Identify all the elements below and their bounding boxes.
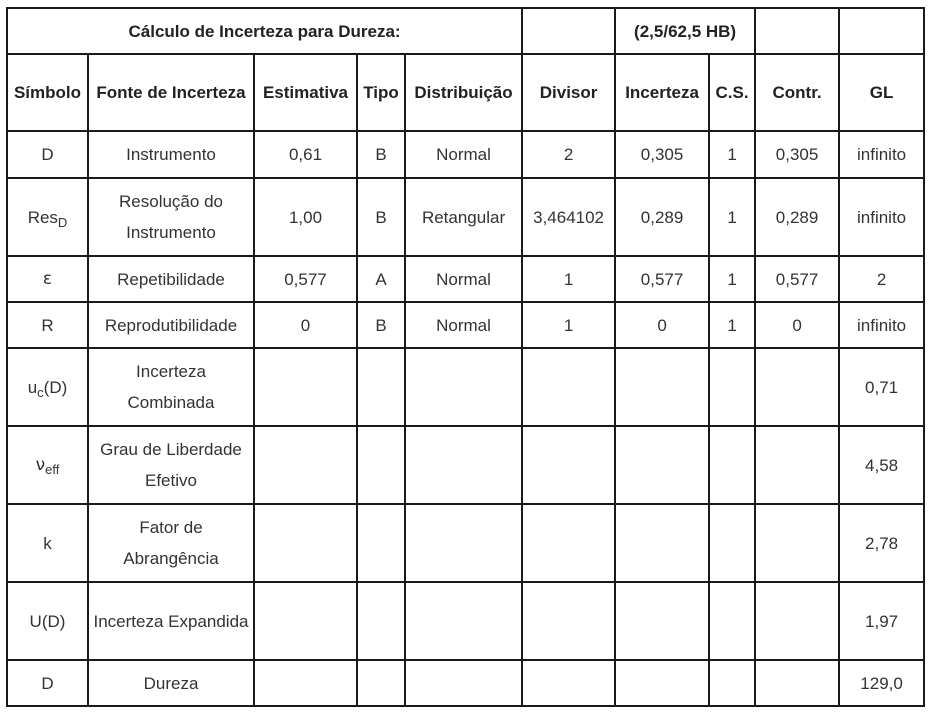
cell-symbol xyxy=(7,348,88,426)
cell-uncertainty: 0,577 xyxy=(615,256,709,302)
empty-cell xyxy=(755,660,839,706)
cell-cs: 1 xyxy=(709,256,755,302)
cell-gl: infinito xyxy=(839,131,924,178)
summary-row xyxy=(7,426,924,504)
table-row xyxy=(7,131,924,178)
empty-cell xyxy=(522,426,615,504)
header-gl: GL xyxy=(839,54,924,131)
empty-cell xyxy=(615,348,709,426)
cell-source: Incerteza Combinada xyxy=(88,348,254,426)
cell-cs: 1 xyxy=(709,302,755,348)
cell-estimate: 0 xyxy=(254,302,357,348)
header-uncertainty: Incerteza xyxy=(615,54,709,131)
empty-cell xyxy=(254,426,357,504)
cell-source: Dureza xyxy=(88,660,254,706)
cell-source: Resolução do Instrumento xyxy=(88,178,254,256)
symbol-base: ν xyxy=(35,455,46,475)
cell-distribution: Normal xyxy=(405,131,522,178)
cell-symbol xyxy=(7,178,88,256)
empty-cell xyxy=(709,582,755,660)
cell-type: A xyxy=(357,256,405,302)
table-title: Cálculo de Incerteza para Dureza: xyxy=(7,8,522,54)
cell-estimate: 1,00 xyxy=(254,178,357,256)
header-source: Fonte de Incerteza xyxy=(88,54,254,131)
cell-gl: infinito xyxy=(839,178,924,256)
empty-cell xyxy=(405,504,522,582)
header-symbol: Símbolo xyxy=(7,54,88,131)
cell-source: Grau de Liberdade Efetivo xyxy=(88,426,254,504)
cell-contribution: 0 xyxy=(755,302,839,348)
cell-estimate: 0,61 xyxy=(254,131,357,178)
symbol-subscript: D xyxy=(57,214,68,230)
empty-cell xyxy=(709,348,755,426)
empty-cell xyxy=(522,582,615,660)
symbol-base: Res xyxy=(27,207,58,227)
cell-type: B xyxy=(357,178,405,256)
empty-cell xyxy=(357,582,405,660)
empty-cell xyxy=(357,348,405,426)
empty-cell xyxy=(522,504,615,582)
empty-cell xyxy=(405,348,522,426)
empty-cell xyxy=(709,660,755,706)
header-type: Tipo xyxy=(357,54,405,131)
cell-gl: 1,97 xyxy=(839,582,924,660)
cell-divisor: 2 xyxy=(522,131,615,178)
symbol-subscript: eff xyxy=(45,462,60,477)
cell-uncertainty: 0,289 xyxy=(615,178,709,256)
cell-cs: 1 xyxy=(709,178,755,256)
cell-symbol: D xyxy=(7,660,88,706)
cell-type: B xyxy=(357,302,405,348)
symbol-subscript: c xyxy=(37,384,44,400)
empty-cell xyxy=(709,504,755,582)
title-row xyxy=(7,8,924,54)
empty-cell xyxy=(755,504,839,582)
summary-row xyxy=(7,504,924,582)
cell-gl: 4,58 xyxy=(839,426,924,504)
cell-symbol: D xyxy=(7,131,88,178)
cell-cs: 1 xyxy=(709,131,755,178)
header-distribution: Distribuição xyxy=(405,54,522,131)
cell-gl: 2,78 xyxy=(839,504,924,582)
empty-cell xyxy=(755,8,839,54)
cell-divisor: 1 xyxy=(522,302,615,348)
cell-source: Instrumento xyxy=(88,131,254,178)
empty-cell xyxy=(755,348,839,426)
summary-row xyxy=(7,348,924,426)
empty-cell xyxy=(709,426,755,504)
empty-cell xyxy=(254,504,357,582)
cell-gl: 0,71 xyxy=(839,348,924,426)
header-cs: C.S. xyxy=(709,54,755,131)
symbol-base: u xyxy=(27,377,38,397)
cell-uncertainty: 0 xyxy=(615,302,709,348)
cell-symbol: U(D) xyxy=(7,582,88,660)
cell-contribution: 0,305 xyxy=(755,131,839,178)
empty-cell xyxy=(615,660,709,706)
empty-cell xyxy=(755,582,839,660)
cell-distribution: Normal xyxy=(405,302,522,348)
header-estimate: Estimativa xyxy=(254,54,357,131)
header-divisor: Divisor xyxy=(522,54,615,131)
cell-symbol: R xyxy=(7,302,88,348)
empty-cell xyxy=(615,504,709,582)
symbol-tail: (D) xyxy=(43,377,68,397)
cell-source: Fator de Abrangência xyxy=(88,504,254,582)
table-row xyxy=(7,302,924,348)
empty-cell xyxy=(405,426,522,504)
empty-cell xyxy=(254,660,357,706)
empty-cell xyxy=(254,582,357,660)
cell-estimate: 0,577 xyxy=(254,256,357,302)
table-row xyxy=(7,256,924,302)
empty-cell xyxy=(357,660,405,706)
empty-cell xyxy=(522,8,615,54)
summary-row xyxy=(7,660,924,706)
empty-cell xyxy=(522,348,615,426)
empty-cell xyxy=(755,426,839,504)
cell-divisor: 1 xyxy=(522,256,615,302)
empty-cell xyxy=(615,582,709,660)
header-contribution: Contr. xyxy=(755,54,839,131)
empty-cell xyxy=(405,582,522,660)
empty-cell xyxy=(254,348,357,426)
empty-cell xyxy=(357,504,405,582)
empty-cell xyxy=(839,8,924,54)
cell-symbol xyxy=(7,426,88,504)
cell-uncertainty: 0,305 xyxy=(615,131,709,178)
summary-row xyxy=(7,582,924,660)
empty-cell xyxy=(357,426,405,504)
cell-symbol: ε xyxy=(7,256,88,302)
header-row xyxy=(7,54,924,131)
empty-cell xyxy=(522,660,615,706)
cell-contribution: 0,289 xyxy=(755,178,839,256)
cell-gl: 2 xyxy=(839,256,924,302)
table-row xyxy=(7,178,924,256)
cell-source: Incerteza Expandida xyxy=(88,582,254,660)
cell-gl: infinito xyxy=(839,302,924,348)
cell-source: Reprodutibilidade xyxy=(88,302,254,348)
uncertainty-table xyxy=(6,7,925,707)
cell-distribution: Retangular xyxy=(405,178,522,256)
cell-contribution: 0,577 xyxy=(755,256,839,302)
cell-source: Repetibilidade xyxy=(88,256,254,302)
cell-divisor: 3,464102 xyxy=(522,178,615,256)
hardness-scale: (2,5/62,5 HB) xyxy=(615,8,755,54)
cell-gl: 129,0 xyxy=(839,660,924,706)
empty-cell xyxy=(405,660,522,706)
cell-symbol: k xyxy=(7,504,88,582)
cell-distribution: Normal xyxy=(405,256,522,302)
cell-type: B xyxy=(357,131,405,178)
empty-cell xyxy=(615,426,709,504)
